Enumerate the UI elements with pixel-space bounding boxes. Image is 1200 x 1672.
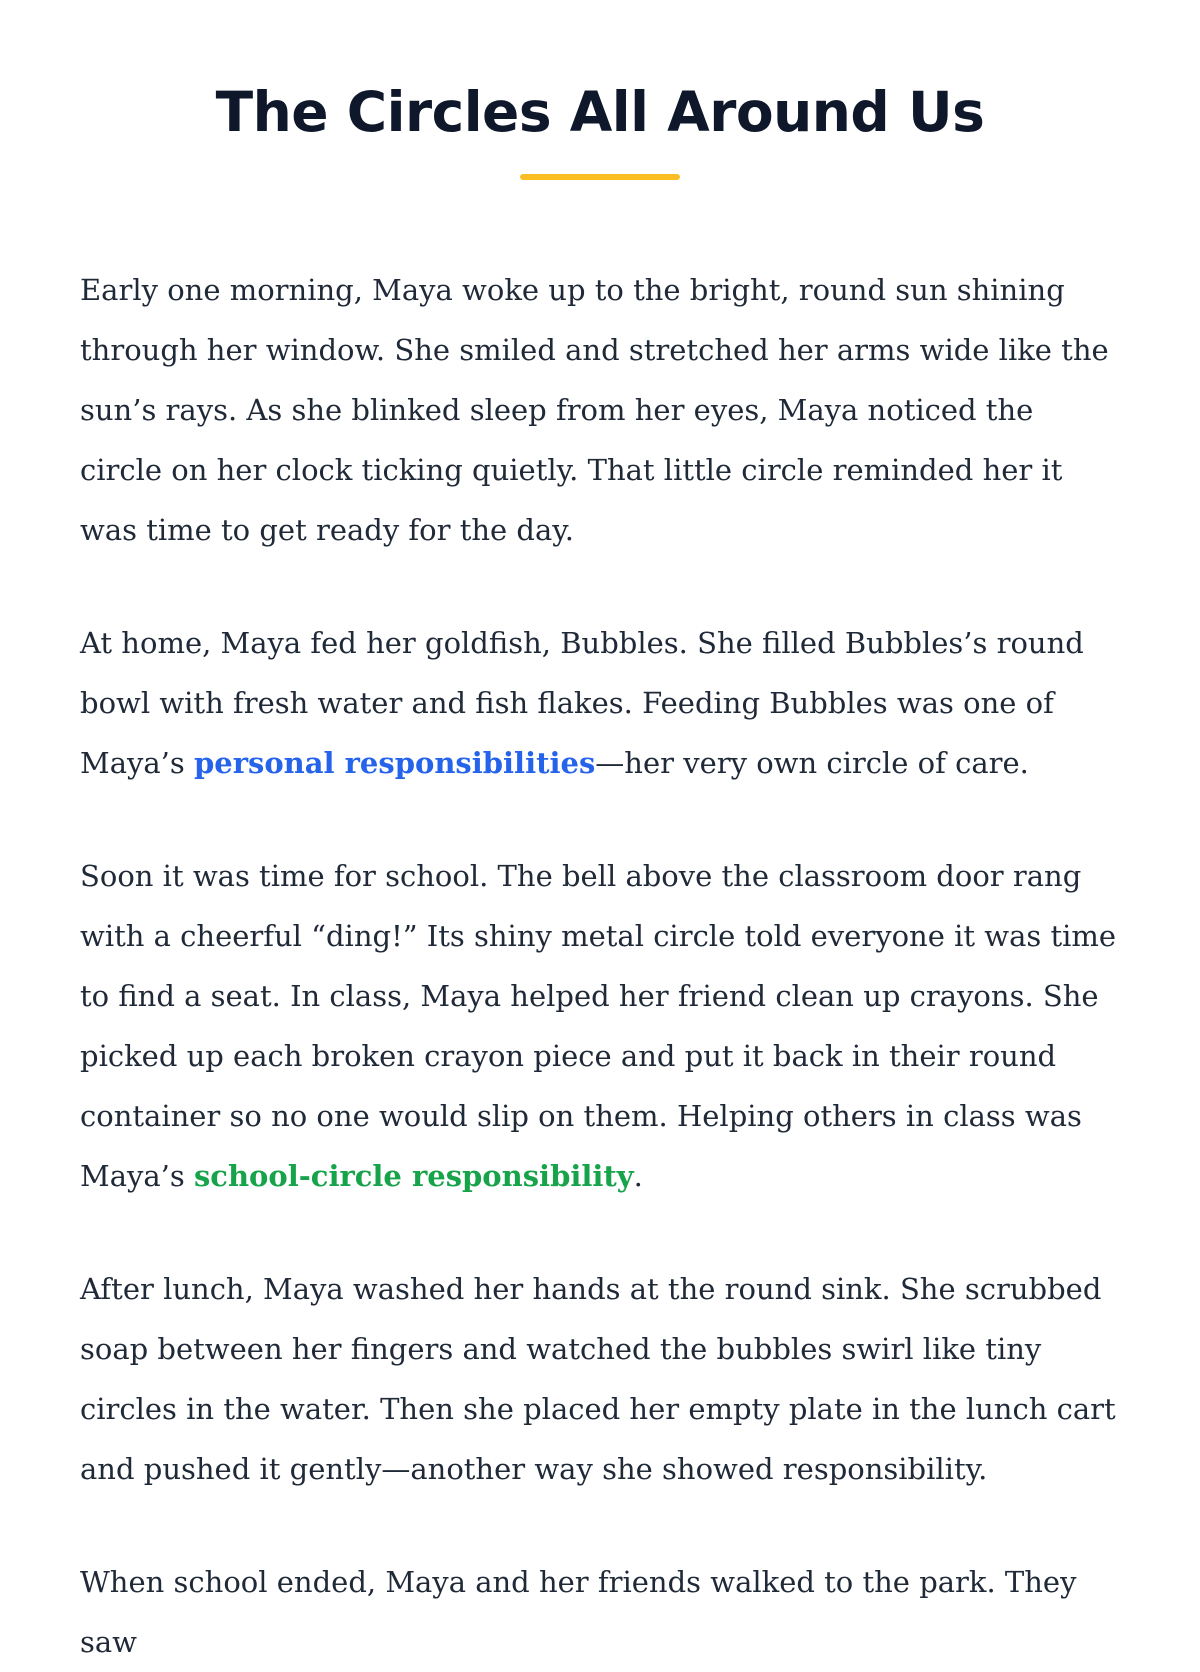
paragraph-1: Early one morning, Maya woke up to the bright, round sun shining through her window. She smiled and stretched her arms wide like the sun’s rays. As she blinked sleep from her eyes, Maya noticed the circle on her clock ticking quietly. That little circle reminded her it was time to get ready for the day. [80,273,1109,547]
paragraph-4: After lunch, Maya washed her hands at the round sink. She scrubbed soap between her fingers and watched the bubbles swirl like tiny circles in the water. Then she placed her empty plate in the lunch cart and pushed it gently—another way she showed responsibility. [80,1272,1116,1486]
story-body [80,260,1120,1672]
highlight-personal-responsibilities: personal responsibilities [193,746,596,780]
page-title: The Circles All Around Us [215,80,985,144]
paragraph-2-text-after: —her very own circle of care. [595,746,1029,780]
paragraph-3-text-after: . [633,1159,643,1193]
paragraph-2 [80,613,1120,793]
paragraph-5: When school ended, Maya and her friends walked to the park. They saw [80,1565,1077,1659]
paragraph-3-text-before: Soon it was time for school. The bell above the classroom door rang with a cheerful “ding!” Its shiny metal circle told everyone it was time to find a seat. In class, Maya helped her friend clean up crayons. She picked up each broken crayon piece and put it back in their round container so no one would slip on them. Helping others in class was Maya’s [80,859,1117,1193]
title-underline [520,174,680,180]
highlight-school-circle-responsibility: school-circle responsibility [193,1159,634,1193]
paragraph-3 [80,846,1120,1206]
paragraph-2-text-before: At home, Maya fed her goldfish, Bubbles. She filled Bubbles’s round bowl with fresh water and fish flakes. Feeding Bubbles was one of Maya’s [80,626,1084,780]
